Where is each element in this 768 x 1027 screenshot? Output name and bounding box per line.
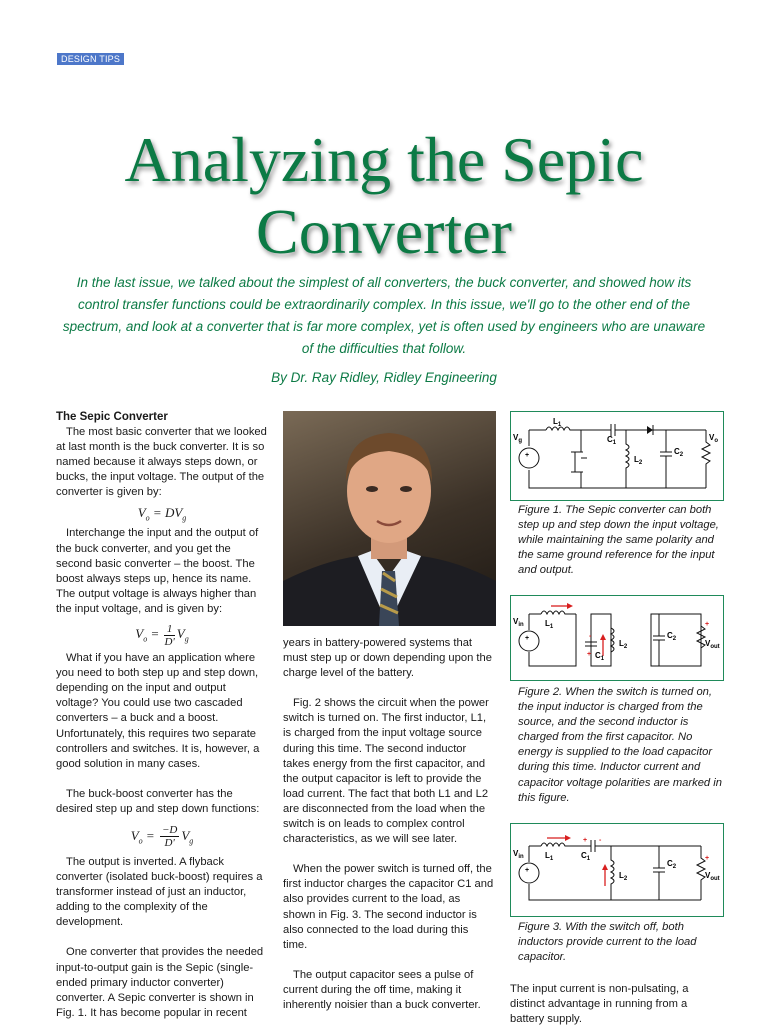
- paragraph: One converter that provides the needed input-to-output gain is the Sepic (single-ended primary inductor converter) converter. A Sepic converter is shown in Fig. 1. It has become popular in recent: [56, 946, 264, 1019]
- l1-label: $L_1$: [545, 851, 554, 862]
- paragraph: The most basic converter that we looked at last month is the buck converter. It is so named because it always steps down, or bucks, the input voltage. The output of the converter is given by:: [56, 426, 267, 499]
- paragraph: Interchange the input and the output of the buck converter, and you get the second basic converter – the boost. The boost always steps up, hence its name. The output voltage is always higher than the input voltage, and is given by:: [56, 527, 259, 615]
- paragraph: What if you have an application where you need to both step up and step down, depending on the input and output voltage? You could use two cascaded converters – a buck and a boost. Unfortunately, this requires two separate controllers and switches. It is, however, a good solution in many cases.: [56, 652, 260, 770]
- c2-label: $C_2$: [674, 447, 684, 458]
- vin-label: $V_{in}$: [513, 617, 524, 628]
- svg-text:+: +: [705, 855, 710, 862]
- svg-text:+: +: [525, 452, 530, 459]
- vin-label: $V_{in}$: [513, 849, 524, 860]
- svg-text:+: +: [705, 621, 710, 628]
- vg-label: $V_g$: [513, 433, 523, 444]
- column-3: [510, 982, 722, 1027]
- c1-label: $C_1$: [595, 651, 605, 662]
- page-title-line-2: Converter: [256, 196, 512, 267]
- figure-1-circuit: [510, 411, 724, 501]
- figure-3-caption: Figure 3. With the switch off, both inductors provide current to the load capacitor.: [518, 921, 697, 964]
- equation-buck: $V_o = DV_g$: [137, 505, 187, 524]
- svg-text:+: +: [525, 635, 530, 642]
- column-1: [56, 410, 268, 1021]
- svg-text:+: +: [525, 867, 530, 874]
- l1-label: $L_1$: [553, 417, 562, 428]
- paragraph: The input current is non-pulsating, a distinct advantage in running from a battery supply.: [510, 983, 689, 1026]
- author-photo: [283, 411, 496, 626]
- section-heading: The Sepic Converter: [56, 411, 168, 423]
- equation-buck-boost: $V_o$ = $\frac{-D}{D'}$ $V_g$: [130, 824, 194, 850]
- vout-label: $V_{out}$: [705, 871, 720, 882]
- page-title-line-1: Analyzing the Sepic: [124, 124, 644, 195]
- figure-2-circuit: [510, 595, 724, 681]
- paragraph: Fig. 2 shows the circuit when the power switch is turned on. The first inductor, L1, is charged from the input voltage source during this time. The second inductor takes energy from the first capacitor, and the output capacitor is left to provide the load current. The fact that both L1 and L2 are disconnected from the load when the switch is on leads to complex control characteristics, as we will see later.: [283, 697, 489, 846]
- vout-label: $V_{out}$: [705, 639, 720, 650]
- section-tag: DESIGN TIPS: [57, 53, 124, 65]
- figure-1-caption: Figure 1. The Sepic converter can both step up and step down the input voltage, while maintaining the same polarity and the same ground reference for the input and output.: [518, 504, 719, 577]
- vo-label: $V_o$: [709, 433, 719, 444]
- c2-label: $C_2$: [667, 631, 677, 642]
- svg-text:-: -: [599, 837, 602, 844]
- paragraph: The output is inverted. A flyback converter (isolated buck-boost) requires a transformer instead of just an inductor, adding to the complexity of the development.: [56, 855, 263, 929]
- figure-3-circuit: [510, 823, 724, 917]
- c1-label: $C_1$: [607, 435, 617, 446]
- svg-text:-: -: [589, 633, 592, 640]
- column-2: [283, 636, 495, 1013]
- intro-paragraph: In the last issue, we talked about the simplest of all converters, the buck converter, and showed how its control transfer functions could be extraordinarily complex. In this issue, we'll go to the other end of the spectrum, and look at a converter that is far more complex, yet is often used by engineers who are unaware of the difficulties that follow.: [62, 275, 706, 356]
- paragraph: The output capacitor sees a pulse of current during the off time, making it inherently noisier than a buck converter.: [283, 968, 481, 1011]
- svg-text:+: +: [587, 651, 592, 658]
- l2-label: $L_2$: [634, 455, 643, 466]
- l2-label: $L_2$: [619, 639, 628, 650]
- l1-label: $L_1$: [545, 619, 554, 630]
- c2-label: $C_2$: [667, 859, 677, 870]
- svg-text:+: +: [583, 837, 588, 844]
- author-byline: By Dr. Ray Ridley, Ridley Engineering: [271, 370, 497, 385]
- paragraph: The buck-boost converter has the desired step up and step down functions:: [56, 787, 260, 815]
- figure-2-caption: Figure 2. When the switch is turned on, the input inductor is charged from the source, and the second inductor is charged from the first capacitor. No energy is supplied to the load capacitor during this time. Inductor current and capacitor voltage polarities are marked in this figure.: [518, 686, 722, 804]
- equation-boost: $V_o$ = $\frac{1}{D'}$ $V_g$: [135, 622, 189, 648]
- paragraph: When the power switch is turned off, the first inductor charges the capacitor C1 and also provides current to the load, as shown in Fig. 3. The second inductor is also connected to the load during this time.: [283, 863, 494, 951]
- l2-label: $L_2$: [619, 871, 628, 882]
- paragraph: years in battery-powered systems that must step up or down depending upon the charge level of the battery.: [283, 637, 492, 680]
- c1-label: $C_1$: [581, 851, 591, 862]
